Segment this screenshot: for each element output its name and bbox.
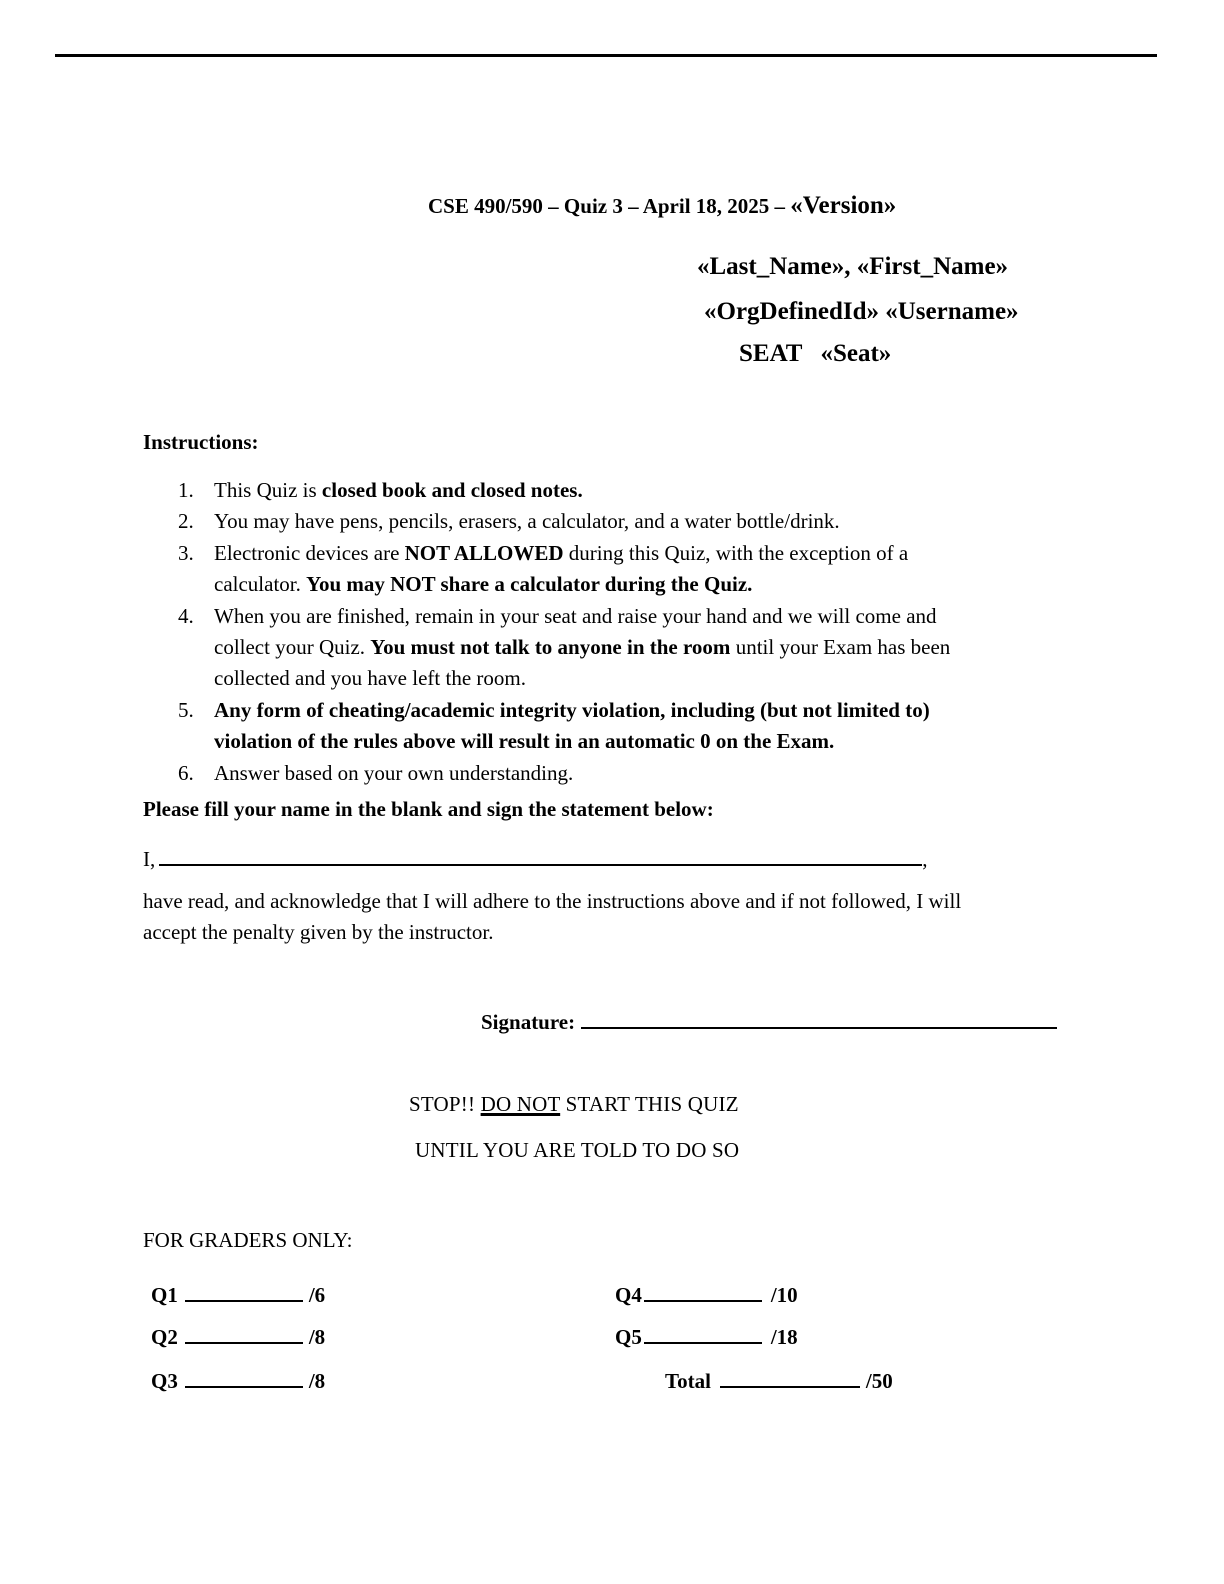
stop-text: START THIS QUIZ [560, 1092, 739, 1116]
signature-label: Signature: [481, 1010, 576, 1034]
grade-label: Total [665, 1369, 711, 1393]
instruction-bold-text: You may NOT share a calculator during the Quiz. [306, 572, 753, 597]
grade-max: /8 [308, 1369, 326, 1393]
grade-label: Q5 [615, 1325, 642, 1349]
instruction-text: during this Quiz, with the exception of a [563, 540, 909, 565]
instruction-item-4 [143, 601, 1103, 695]
instruction-text: calculator. [214, 572, 307, 597]
acknowledgement-text [143, 886, 961, 949]
instructions-heading: Instructions: [143, 430, 259, 454]
instruction-bold-text: Any form of cheating/academic integrity violation, including (but not limited to) [214, 697, 930, 722]
instruction-bold-text: closed book and closed notes. [321, 478, 583, 502]
instruction-text: Answer based on your own understanding. [214, 760, 574, 785]
student-seat-line [739, 340, 891, 368]
grade-q4 [615, 1282, 798, 1308]
grade-blank[interactable] [185, 1282, 303, 1302]
grade-total [665, 1368, 893, 1394]
stop-warning-line-1 [409, 1092, 739, 1117]
stop-warning-line-2: UNTIL YOU ARE TOLD TO DO SO [415, 1138, 740, 1162]
name-fill-line [143, 846, 928, 872]
seat-field: «Seat» [820, 340, 892, 367]
grade-label: Q3 [151, 1369, 178, 1393]
instruction-text: until your Exam has been [730, 635, 951, 660]
instruction-item-5 [143, 695, 1103, 758]
seat-label: SEAT [739, 340, 803, 367]
instruction-bold-text: You must not talk to anyone in the room [370, 635, 731, 660]
instruction-text: collect your Quiz. [214, 635, 371, 660]
grade-q3 [151, 1368, 325, 1394]
stop-text: STOP!! [409, 1092, 481, 1116]
grade-max: /8 [308, 1325, 326, 1349]
i-prefix: I, [143, 847, 156, 871]
instruction-number: 4. [178, 603, 194, 628]
instruction-text: This Quiz is [214, 478, 322, 502]
instruction-number: 2. [178, 509, 194, 534]
grade-blank[interactable] [720, 1368, 860, 1388]
ack-line: have read, and acknowledge that I will adhere to the instructions above and if not followed, I will [143, 889, 962, 913]
grade-label: Q2 [151, 1325, 178, 1349]
ack-line: accept the penalty given by the instructor. [143, 920, 494, 945]
grade-label: Q4 [615, 1283, 642, 1307]
instruction-text: collected and you have left the room. [214, 666, 526, 691]
signature-line [481, 1009, 1057, 1035]
signature-blank[interactable] [581, 1009, 1057, 1029]
do-not-underlined: DO NOT [480, 1092, 561, 1116]
grade-q2 [151, 1324, 325, 1350]
instruction-text: When you are finished, remain in your seat and raise your hand and we will come and [214, 603, 937, 628]
grade-blank[interactable] [185, 1324, 303, 1344]
grade-q5 [615, 1324, 798, 1350]
quiz-title [428, 192, 896, 220]
grade-label: Q1 [151, 1283, 178, 1307]
instructions-list [143, 475, 1103, 789]
student-name-field: «Last_Name», «First_Name» [697, 253, 1009, 280]
instruction-text: You may have pens, pencils, erasers, a calculator, and a water bottle/drink. [214, 509, 840, 534]
i-suffix: , [922, 847, 928, 871]
instruction-bold-text: violation of the rules above will result in an automatic 0 on the Exam. [214, 729, 835, 754]
instruction-item-6 [143, 758, 1103, 789]
name-blank[interactable] [159, 846, 922, 866]
instruction-text: Electronic devices are [214, 540, 405, 565]
instruction-number: 3. [178, 540, 194, 565]
grade-q1 [151, 1282, 325, 1308]
grade-max: /6 [308, 1283, 326, 1307]
course-line: CSE 490/590 – Quiz 3 – April 18, 2025 – [428, 194, 791, 218]
instruction-item-1 [143, 475, 1103, 506]
instruction-item-3 [143, 538, 1103, 601]
instruction-item-2 [143, 506, 1103, 537]
grade-max: /50 [865, 1369, 893, 1393]
instruction-number: 1. [178, 478, 194, 502]
grade-blank[interactable] [644, 1324, 762, 1344]
top-horizontal-rule [55, 54, 1157, 57]
grade-blank[interactable] [644, 1282, 762, 1302]
statement-heading: Please fill your name in the blank and sign the statement below: [143, 797, 714, 821]
graders-heading: FOR GRADERS ONLY: [143, 1228, 353, 1252]
student-id-field: «OrgDefinedId» «Username» [704, 298, 1019, 325]
grade-max: /10 [770, 1283, 798, 1307]
instruction-bold-text: NOT ALLOWED [404, 540, 564, 565]
version-field: «Version» [790, 192, 897, 219]
instruction-number: 5. [178, 697, 194, 722]
instruction-number: 6. [178, 760, 194, 785]
grade-max: /18 [770, 1325, 798, 1349]
grade-blank[interactable] [185, 1368, 303, 1388]
